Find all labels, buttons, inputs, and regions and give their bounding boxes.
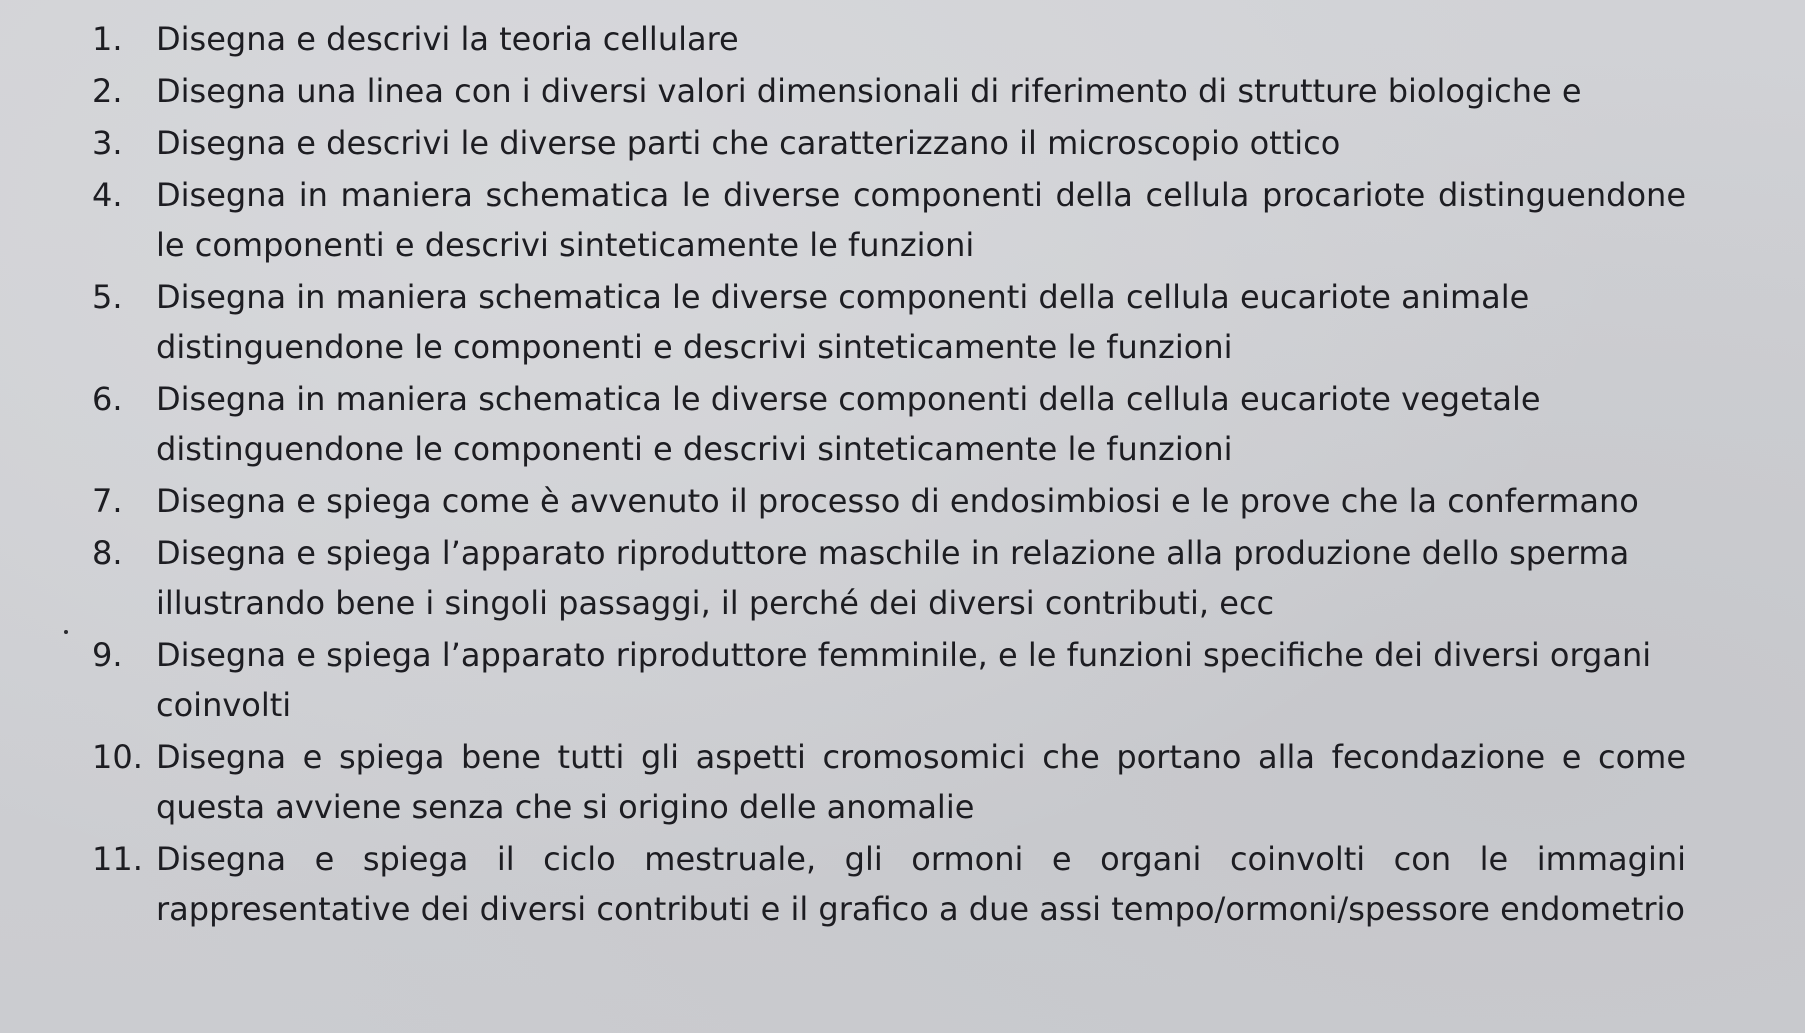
item-text: Disegna e spiega come è avvenuto il processo di endosimbiosi e le prove che la confermano: [156, 482, 1639, 520]
item-text: Disegna in maniera schematica le diverse componenti della cellula eucariote vegetale distinguendone le componenti e descrivi sinteticamente le funzioni: [156, 380, 1541, 468]
list-item: [92, 476, 1692, 526]
item-number: 1.: [92, 20, 123, 58]
item-text: Disegna e spiega l’apparato riproduttore femminile, e le funzioni specifiche dei diversi organi coinvolti: [156, 636, 1652, 724]
list-item: [92, 170, 1692, 270]
list-item: [92, 834, 1692, 934]
list-item: [92, 630, 1692, 730]
list-item: [92, 14, 1692, 64]
list-item: [92, 374, 1692, 474]
list-item: [92, 272, 1692, 372]
ink-speck: [64, 630, 68, 634]
item-text: Disegna in maniera schematica le diverse componenti della cellula eucariote animale distinguendone le componenti e descrivi sinteticamente le funzioni: [156, 278, 1530, 366]
item-text: Disegna e spiega l’apparato riproduttore maschile in relazione alla produzione dello sperma illustrando bene i singoli passaggi, il perché dei diversi contributi, ecc: [156, 534, 1630, 622]
list-item: [92, 528, 1692, 628]
item-text: Disegna e spiega il ciclo mestruale, gli ormoni e organi coinvolti con le immagini rappresentative dei diversi contributi e il grafico a due assi tempo/ormoni/spessore endometrio: [156, 840, 1686, 928]
item-number: 8.: [92, 534, 123, 572]
item-number: 10.: [92, 738, 143, 776]
item-text: Disegna una linea con i diversi valori dimensionali di riferimento di strutture biologiche e: [156, 72, 1582, 110]
item-text: Disegna e descrivi la teoria cellulare: [156, 20, 739, 58]
question-list: [92, 14, 1692, 936]
item-number: 2.: [92, 72, 123, 110]
list-item: [92, 732, 1692, 832]
item-number: 5.: [92, 278, 123, 316]
item-number: 9.: [92, 636, 123, 674]
item-number: 11.: [92, 840, 143, 878]
item-number: 7.: [92, 482, 123, 520]
list-item: [92, 66, 1692, 116]
item-number: 3.: [92, 124, 123, 162]
item-number: 4.: [92, 176, 123, 214]
item-text: Disegna e descrivi le diverse parti che caratterizzano il microscopio ottico: [156, 124, 1341, 162]
item-number: 6.: [92, 380, 123, 418]
list-item: [92, 118, 1692, 168]
item-text: Disegna in maniera schematica le diverse componenti della cellula procariote distinguendone le componenti e descrivi sinteticamente le funzioni: [156, 176, 1686, 264]
item-text: Disegna e spiega bene tutti gli aspetti cromosomici che portano alla fecondazione e come questa avviene senza che si origino delle anomalie: [156, 738, 1686, 826]
